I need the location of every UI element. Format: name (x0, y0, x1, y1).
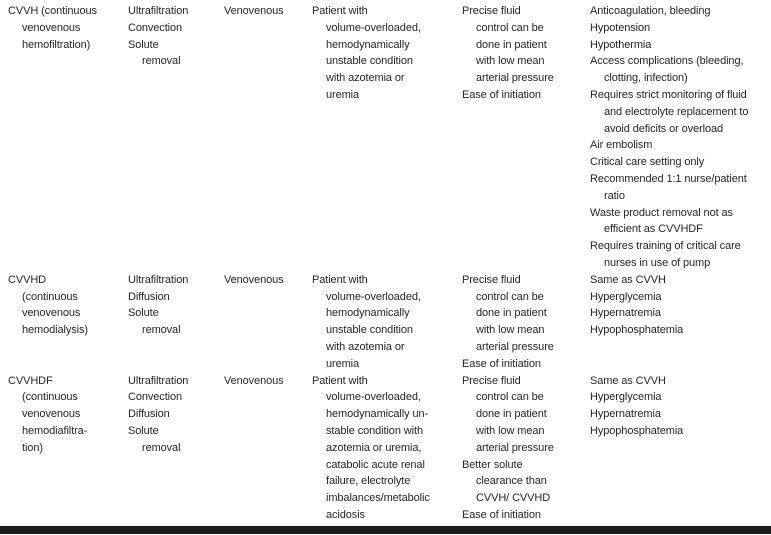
cell-line: Hypernatremia (590, 408, 661, 421)
cell-item (128, 272, 224, 289)
cell-line: efficient as CVVHDF (604, 223, 703, 236)
cell-line: Venovenous (224, 374, 284, 387)
cell-line: unstable condition (326, 55, 413, 68)
cell-item (590, 389, 771, 406)
table-cell (224, 3, 312, 272)
table-cell (224, 272, 312, 373)
cell-item (312, 272, 462, 373)
table-cell (224, 373, 312, 524)
cell-item (224, 3, 312, 20)
cell-item (590, 87, 771, 137)
table-cell (312, 373, 462, 524)
cell-line: Diffusion (128, 290, 170, 303)
cell-line: Recommended 1:1 nurse/patient (590, 172, 747, 185)
cell-line: hemodiafiltra- (22, 424, 88, 437)
cell-line: Hypophosphatemia (590, 324, 684, 337)
cell-line: hemofiltration) (22, 38, 91, 51)
cell-line: with low mean (476, 424, 545, 437)
table-row-cvvh (8, 3, 771, 272)
cell-line: Precise fluid (462, 5, 521, 17)
cell-line: Ease of initiation (462, 508, 541, 521)
cell-item (590, 154, 771, 171)
cell-line: arterial pressure (476, 72, 554, 85)
cell-line: with low mean (476, 55, 545, 68)
cell-item (462, 356, 590, 373)
cell-item (590, 20, 771, 37)
cell-line: arterial pressure (476, 441, 554, 454)
cell-line: CVVH/ CVVHD (476, 492, 551, 505)
cell-line: Hypophosphatemia (590, 424, 684, 437)
cell-item (462, 272, 590, 356)
table-cell (8, 373, 128, 524)
cell-line: uremia (326, 357, 360, 370)
cell-line: Diffusion (128, 408, 170, 421)
cell-line: venovenous (22, 408, 81, 421)
cell-line: done in patient (476, 38, 547, 51)
cell-line: unstable condition (326, 324, 413, 337)
table-cell (590, 3, 771, 272)
cell-item (590, 305, 771, 322)
cell-item (462, 457, 590, 507)
cell-line: control can be (476, 391, 544, 404)
cell-line: hemodynamically (326, 307, 410, 320)
cell-line: Ultrafiltration (128, 273, 189, 286)
cell-item (462, 507, 590, 524)
cell-item (128, 289, 224, 306)
table-row-cvvhd (8, 272, 771, 373)
cell-line: (continuous (22, 290, 78, 303)
cell-line: Hypernatremia (590, 307, 661, 320)
cell-item (590, 171, 771, 205)
cell-line: arterial pressure (476, 340, 554, 353)
cell-item (590, 423, 771, 440)
table-cell (128, 373, 224, 524)
cell-line: azotemia or uremia, (326, 441, 422, 454)
cell-item (312, 3, 462, 104)
cell-line: done in patient (476, 307, 547, 320)
cell-line: CVVHD (8, 273, 47, 286)
cell-line: hemodynamically (326, 38, 410, 51)
cell-line: hemodialysis) (22, 324, 88, 337)
cell-line: volume-overloaded, (326, 391, 421, 404)
cell-line: ratio (604, 189, 625, 202)
cell-item (590, 53, 771, 87)
cell-line: CVVH (continuous (8, 5, 97, 17)
cell-line: and electrolyte replacement to (604, 105, 749, 118)
cell-item (590, 3, 771, 20)
cell-line: Hyperglycemia (590, 391, 662, 404)
table-cell (462, 373, 590, 524)
cell-item (128, 37, 224, 71)
table-cell (8, 272, 128, 373)
cell-item (128, 406, 224, 423)
cell-line: control can be (476, 21, 544, 34)
cell-line: volume-overloaded, (326, 290, 421, 303)
table-cell (590, 373, 771, 524)
table-cell (462, 272, 590, 373)
cell-line: catabolic acute renal (326, 458, 425, 471)
cell-item (128, 305, 224, 339)
cell-line: nurses in use of pump (604, 256, 711, 269)
cell-line: Ease of initiation (462, 88, 541, 101)
cell-line: Hypothermia (590, 38, 652, 51)
cell-line: Convection (128, 21, 183, 34)
cell-line: Solute (128, 424, 159, 437)
cell-item (590, 272, 771, 289)
cell-line: volume-overloaded, (326, 21, 421, 34)
cell-item (8, 272, 128, 339)
cell-item (462, 373, 590, 457)
cell-line: with low mean (476, 324, 545, 337)
cell-line: Venovenous (224, 273, 284, 286)
cell-item (8, 373, 128, 457)
cell-line: Venovenous (224, 5, 284, 17)
cell-item (462, 3, 590, 87)
table-cell (590, 272, 771, 373)
cell-item (590, 37, 771, 54)
cell-line: hemodynamically un- (326, 408, 429, 421)
cell-line: Same as CVVH (590, 374, 666, 387)
cell-line: Solute (128, 38, 159, 51)
cell-item (312, 373, 462, 524)
cell-item (224, 373, 312, 390)
cell-line: venovenous (22, 21, 81, 34)
table-cell (128, 272, 224, 373)
table-cell (128, 3, 224, 272)
cell-item (590, 373, 771, 390)
cell-item (128, 389, 224, 406)
cell-line: Access complications (bleeding, (590, 55, 744, 68)
cell-item (128, 373, 224, 390)
table-cell (462, 3, 590, 272)
cell-item (590, 406, 771, 423)
cell-line: with azotemia or (326, 72, 405, 85)
cell-item (590, 238, 771, 272)
cell-line: venovenous (22, 307, 81, 320)
cell-line: removal (142, 55, 181, 68)
cell-item (128, 3, 224, 20)
cell-line: avoid deficits or overload (604, 122, 724, 135)
cell-line: with azotemia or (326, 340, 405, 353)
cell-item (590, 137, 771, 154)
cell-item (8, 3, 128, 53)
cell-line: removal (142, 324, 181, 337)
cell-line: acidosis (326, 508, 365, 521)
cell-line: Ultrafiltration (128, 5, 189, 17)
cell-line: Same as CVVH (590, 273, 666, 286)
table-bottom-rule (0, 526, 771, 534)
cell-line: control can be (476, 290, 544, 303)
table-cell (312, 272, 462, 373)
cell-line: removal (142, 441, 181, 454)
cell-line: Convection (128, 391, 183, 404)
cell-line: done in patient (476, 408, 547, 421)
cell-line: Patient with (312, 374, 368, 387)
table-cell (312, 3, 462, 272)
cell-line: Patient with (312, 5, 368, 17)
cell-line: Air embolism (590, 139, 653, 152)
cell-line: Solute (128, 307, 159, 320)
cell-item (462, 87, 590, 104)
cell-item (590, 322, 771, 339)
cell-line: (continuous (22, 391, 78, 404)
cell-item (128, 423, 224, 457)
cell-line: failure, electrolyte (326, 475, 411, 488)
cell-line: tion) (22, 441, 43, 454)
cell-line: CVVHDF (8, 374, 53, 387)
cell-line: Ease of initiation (462, 357, 541, 370)
table-row-cvvhdf (8, 373, 771, 524)
cell-item (128, 20, 224, 37)
cell-line: Ultrafiltration (128, 374, 189, 387)
cell-line: Patient with (312, 273, 368, 286)
cell-line: Hypotension (590, 21, 651, 34)
cell-line: Precise fluid (462, 273, 521, 286)
cell-line: Waste product removal not as (590, 206, 733, 219)
cell-line: Anticoagulation, bleeding (590, 5, 711, 17)
cell-line: imbalances/metabolic (326, 492, 430, 505)
cell-line: Requires training of critical care (590, 240, 741, 253)
cell-line: Hyperglycemia (590, 290, 662, 303)
cell-item (590, 289, 771, 306)
cell-line: Precise fluid (462, 374, 521, 387)
cell-line: Critical care setting only (590, 156, 705, 169)
cell-line: clearance than (476, 475, 547, 488)
table-cell (8, 3, 128, 272)
cell-item (224, 272, 312, 289)
cell-line: uremia (326, 88, 360, 101)
cell-line: clotting, infection) (604, 72, 688, 85)
cell-line: stable condition with (326, 424, 423, 437)
cell-item (590, 205, 771, 239)
cell-line: Better solute (462, 458, 523, 471)
cell-line: Requires strict monitoring of fluid (590, 88, 747, 101)
